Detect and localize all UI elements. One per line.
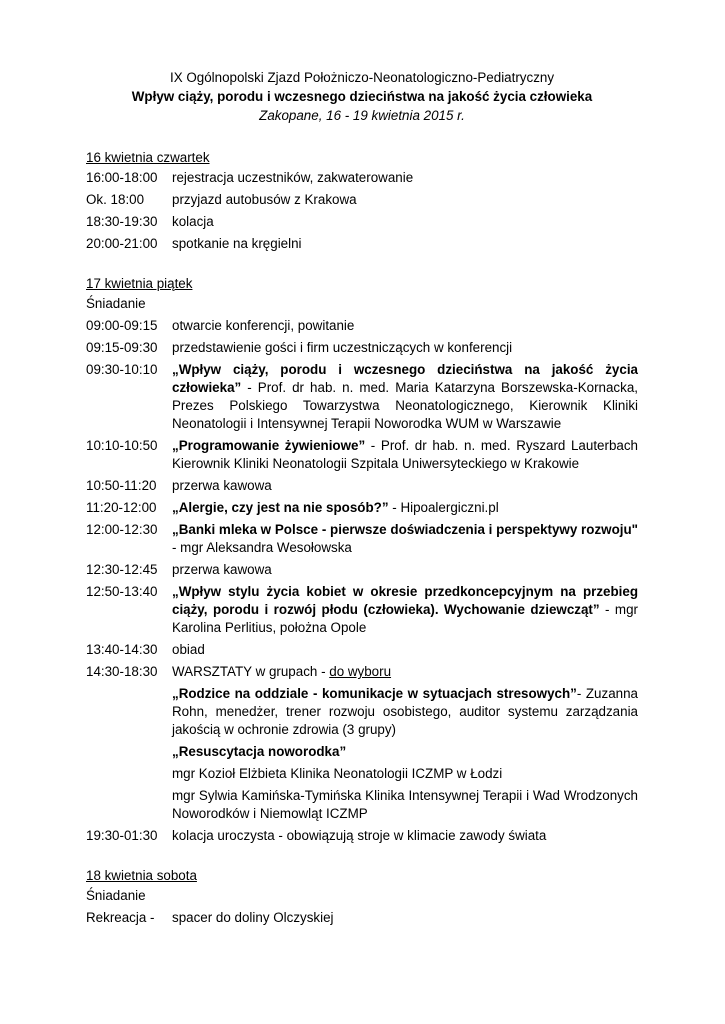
congress-place-date: Zakopane, 16 - 19 kwietnia 2015 r. [259,108,465,123]
schedule-row: Rekreacja - spacer do doliny Olczyskiej [86,910,334,925]
breakfast-label: Śniadanie [86,888,146,903]
workshop-choice-note: do wyboru [329,664,392,679]
breakfast-label: Śniadanie [86,296,146,311]
schedule-row: 18:30-19:30 kolacja [86,214,214,229]
workshop-trainer: mgr Kozioł Elżbieta Klinika Neonatologii ICZMP w Łodzi [172,766,503,781]
workshop-item: „Resuscytacja noworodka” [172,744,347,759]
schedule-row: 10:10-10:50 „Programowanie żywieniowe” - Prof. dr hab. n. med. Ryszard Lauterbach Kierownik Kliniki Neonatologii Szpitala Uniwersyteckiego w Krakowie [86,438,638,471]
schedule-row: 12:50-13:40 „Wpływ stylu życia kobiet w okresie przedkoncepcyjnym na przebieg ciąży, porodu i rozwój płodu (człowieka). Wychowanie dziewcząt” - mgr Karolina Perlitius, położna Opole [86,584,638,635]
schedule-row: 16:00-18:00 rejestracja uczestników, zakwaterowanie [86,170,414,185]
day-heading-thursday: 16 kwietnia czwartek [86,150,210,165]
schedule-row: 14:30-18:30 WARSZTATY w grupach - do wyboru [86,664,392,679]
schedule-row: 12:00-12:30 „Banki mleka w Polsce - pierwsze doświadczenia i perspektywy rozwoju" - mgr Aleksandra Wesołowska [86,522,638,555]
schedule-row: Ok. 18:00 przyjazd autobusów z Krakowa [86,192,357,207]
workshop-trainer: mgr Sylwia Kamińska-Tymińska Klinika Intensywnej Terapii i Wad Wrodzonych Noworodków i Niemowląt ICZMP [172,788,638,821]
congress-theme: Wpływ ciąży, porodu i wczesnego dzieciństwa na jakość życia człowieka [131,89,593,104]
agenda-document [86,68,638,931]
workshop-item: „Rodzice na oddziale - komunikacje w sytuacjach stresowych”- Zuzanna Rohn, menedżer, trener rozwoju osobistego, auditor systemu zarządzania jakością w ochronie zdrowia (3 grupy) [172,686,638,737]
schedule-row: 09:00-09:15 otwarcie konferencji, powitanie [86,318,355,333]
schedule-row: 10:50-11:20 przerwa kawowa [86,478,272,493]
document-header [86,68,638,125]
schedule-row: 12:30-12:45 przerwa kawowa [86,562,272,577]
schedule-row: 11:20-12:00 „Alergie, czy jest na nie sposób?” - Hipoalergiczni.pl [86,500,499,515]
schedule-row: 09:30-10:10 „Wpływ ciąży, porodu i wczesnego dzieciństwa na jakość życia człowieka” - Prof. dr hab. n. med. Maria Katarzyna Borszewska-Kornacka, Prezes Polskiego Towarzystwa Neonatologicznego, Kierownik Kliniki Neonatologii i Intensywnej Terapii Noworodka WUM w Warszawie [86,362,638,431]
day-heading-saturday: 18 kwietnia sobota [86,868,197,883]
congress-title: IX Ogólnopolski Zjazd Położniczo-Neonatologiczno-Pediatryczny [169,70,555,85]
schedule-row: 09:15-09:30 przedstawienie gości i firm uczestniczących w konferencji [86,340,513,355]
schedule-row: 13:40-14:30 obiad [86,642,205,657]
schedule-row: 20:00-21:00 spotkanie na kręgielni [86,236,302,251]
day-heading-friday: 17 kwietnia piątek [86,276,193,291]
schedule-row: 19:30-01:30 kolacja uroczysta - obowiązują stroje w klimacie zawody świata [86,828,547,843]
